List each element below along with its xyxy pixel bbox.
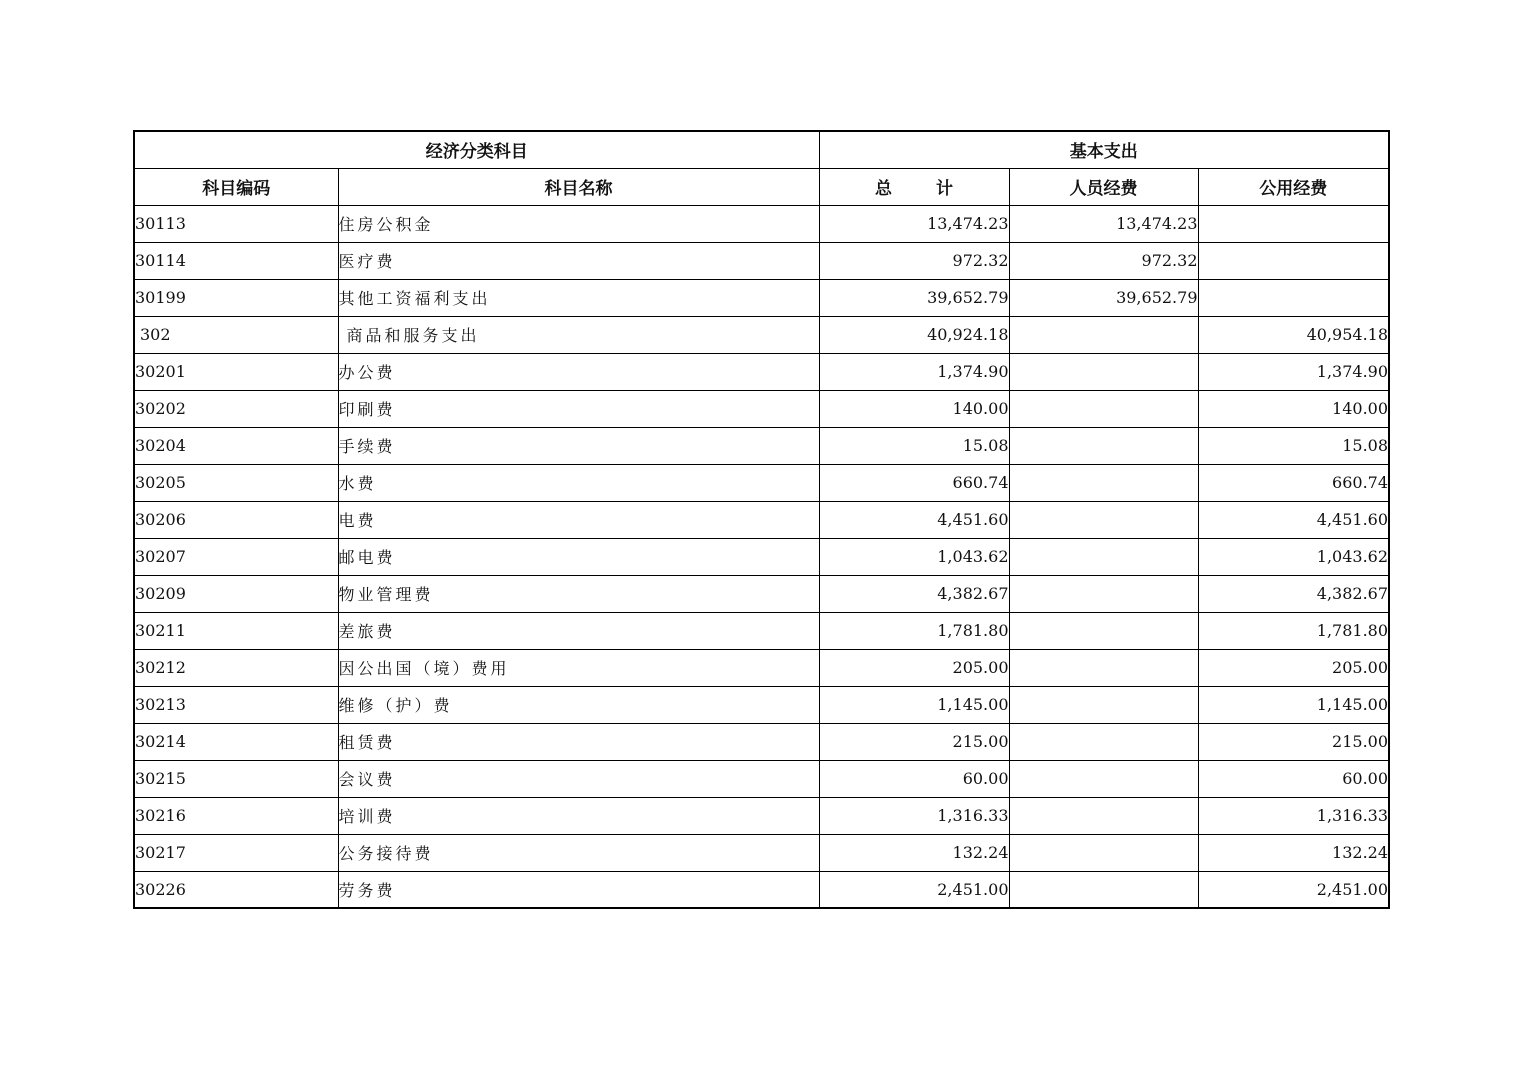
table-row: [134, 353, 1389, 390]
cell-personnel-cost: [1009, 723, 1198, 760]
cell-personnel-cost: [1009, 575, 1198, 612]
cell-public-cost: 1,781.80: [1198, 612, 1389, 649]
cell-total: 1,374.90: [819, 353, 1009, 390]
cell-total: 39,652.79: [819, 279, 1009, 316]
header-economic-classification: 经济分类科目: [134, 131, 819, 168]
cell-subject-code: 30202: [134, 390, 338, 427]
table-row: [134, 575, 1389, 612]
table-body: [134, 205, 1389, 908]
cell-subject-name: 因公出国（境）费用: [338, 649, 819, 686]
header-personnel-cost: 人员经费: [1009, 168, 1198, 205]
cell-subject-code: 30209: [134, 575, 338, 612]
cell-personnel-cost: 13,474.23: [1009, 205, 1198, 242]
cell-subject-code: 30217: [134, 834, 338, 871]
cell-public-cost: 4,382.67: [1198, 575, 1389, 612]
cell-subject-code: 30206: [134, 501, 338, 538]
cell-public-cost: 1,316.33: [1198, 797, 1389, 834]
cell-subject-code: 30226: [134, 871, 338, 908]
cell-subject-name: 租赁费: [338, 723, 819, 760]
header-total-char-2: 计: [936, 179, 953, 199]
table-row: [134, 279, 1389, 316]
cell-personnel-cost: [1009, 390, 1198, 427]
cell-total: 1,316.33: [819, 797, 1009, 834]
cell-subject-name: 水费: [338, 464, 819, 501]
cell-total: 132.24: [819, 834, 1009, 871]
cell-personnel-cost: [1009, 686, 1198, 723]
table-row: [134, 723, 1389, 760]
cell-personnel-cost: [1009, 316, 1198, 353]
cell-subject-name: 物业管理费: [338, 575, 819, 612]
cell-public-cost: 1,374.90: [1198, 353, 1389, 390]
cell-total: 972.32: [819, 242, 1009, 279]
cell-subject-code: 30212: [134, 649, 338, 686]
cell-public-cost: 15.08: [1198, 427, 1389, 464]
cell-total: 140.00: [819, 390, 1009, 427]
cell-subject-name: 住房公积金: [338, 205, 819, 242]
cell-personnel-cost: [1009, 871, 1198, 908]
cell-subject-name: 培训费: [338, 797, 819, 834]
cell-total: 13,474.23: [819, 205, 1009, 242]
cell-subject-code: 30215: [134, 760, 338, 797]
cell-personnel-cost: [1009, 538, 1198, 575]
table-row: [134, 464, 1389, 501]
cell-public-cost: 215.00: [1198, 723, 1389, 760]
cell-public-cost: [1198, 242, 1389, 279]
cell-total: 60.00: [819, 760, 1009, 797]
table-row: [134, 871, 1389, 908]
table-row: [134, 205, 1389, 242]
header-column-row: [134, 168, 1389, 205]
cell-total: 4,451.60: [819, 501, 1009, 538]
cell-total: 4,382.67: [819, 575, 1009, 612]
cell-subject-name: 维修（护）费: [338, 686, 819, 723]
header-basic-expenditure: 基本支出: [819, 131, 1389, 168]
cell-total: 1,781.80: [819, 612, 1009, 649]
cell-subject-name: 差旅费: [338, 612, 819, 649]
cell-public-cost: [1198, 279, 1389, 316]
cell-subject-code: 30205: [134, 464, 338, 501]
table-header: [134, 131, 1389, 205]
cell-public-cost: [1198, 205, 1389, 242]
cell-personnel-cost: [1009, 501, 1198, 538]
cell-personnel-cost: [1009, 353, 1198, 390]
cell-subject-name: 医疗费: [338, 242, 819, 279]
cell-total: 40,924.18: [819, 316, 1009, 353]
cell-public-cost: 2,451.00: [1198, 871, 1389, 908]
cell-subject-code: 30211: [134, 612, 338, 649]
cell-subject-name: 劳务费: [338, 871, 819, 908]
cell-personnel-cost: 972.32: [1009, 242, 1198, 279]
cell-personnel-cost: 39,652.79: [1009, 279, 1198, 316]
table-row: [134, 834, 1389, 871]
cell-subject-code: 30114: [134, 242, 338, 279]
cell-personnel-cost: [1009, 797, 1198, 834]
cell-subject-code: 30204: [134, 427, 338, 464]
cell-subject-code: 30201: [134, 353, 338, 390]
cell-public-cost: 4,451.60: [1198, 501, 1389, 538]
cell-subject-name: 商品和服务支出: [338, 316, 819, 353]
header-total-char-1: 总: [875, 179, 892, 199]
cell-total: 215.00: [819, 723, 1009, 760]
cell-subject-code: 30199: [134, 279, 338, 316]
header-public-cost: 公用经费: [1198, 168, 1389, 205]
table-row: [134, 649, 1389, 686]
expenditure-table: [133, 130, 1390, 909]
cell-public-cost: 1,043.62: [1198, 538, 1389, 575]
cell-total: 1,043.62: [819, 538, 1009, 575]
cell-subject-name: 办公费: [338, 353, 819, 390]
cell-subject-code: 30207: [134, 538, 338, 575]
header-total: [819, 168, 1009, 205]
cell-public-cost: 140.00: [1198, 390, 1389, 427]
header-subject-code: 科目编码: [134, 168, 338, 205]
cell-personnel-cost: [1009, 612, 1198, 649]
table-row: [134, 427, 1389, 464]
cell-public-cost: 40,954.18: [1198, 316, 1389, 353]
header-subject-name: 科目名称: [338, 168, 819, 205]
cell-subject-code: 30216: [134, 797, 338, 834]
cell-subject-name: 手续费: [338, 427, 819, 464]
cell-subject-code: 30214: [134, 723, 338, 760]
table-row: [134, 390, 1389, 427]
table-row: [134, 316, 1389, 353]
cell-subject-name: 邮电费: [338, 538, 819, 575]
cell-subject-name: 公务接待费: [338, 834, 819, 871]
cell-public-cost: 1,145.00: [1198, 686, 1389, 723]
table-row: [134, 242, 1389, 279]
cell-subject-code: 30113: [134, 205, 338, 242]
cell-total: 15.08: [819, 427, 1009, 464]
cell-personnel-cost: [1009, 649, 1198, 686]
cell-subject-name: 电费: [338, 501, 819, 538]
cell-public-cost: 132.24: [1198, 834, 1389, 871]
cell-total: 660.74: [819, 464, 1009, 501]
header-group-row: [134, 131, 1389, 168]
cell-subject-code: 302: [134, 316, 338, 353]
cell-total: 205.00: [819, 649, 1009, 686]
cell-subject-name: 印刷费: [338, 390, 819, 427]
cell-public-cost: 60.00: [1198, 760, 1389, 797]
table-row: [134, 686, 1389, 723]
table-row: [134, 760, 1389, 797]
cell-subject-name: 其他工资福利支出: [338, 279, 819, 316]
cell-total: 2,451.00: [819, 871, 1009, 908]
table-row: [134, 612, 1389, 649]
cell-public-cost: 660.74: [1198, 464, 1389, 501]
cell-subject-code: 30213: [134, 686, 338, 723]
table-row: [134, 538, 1389, 575]
table-row: [134, 797, 1389, 834]
table-row: [134, 501, 1389, 538]
cell-total: 1,145.00: [819, 686, 1009, 723]
cell-personnel-cost: [1009, 760, 1198, 797]
cell-personnel-cost: [1009, 464, 1198, 501]
cell-public-cost: 205.00: [1198, 649, 1389, 686]
cell-personnel-cost: [1009, 427, 1198, 464]
cell-subject-name: 会议费: [338, 760, 819, 797]
cell-personnel-cost: [1009, 834, 1198, 871]
